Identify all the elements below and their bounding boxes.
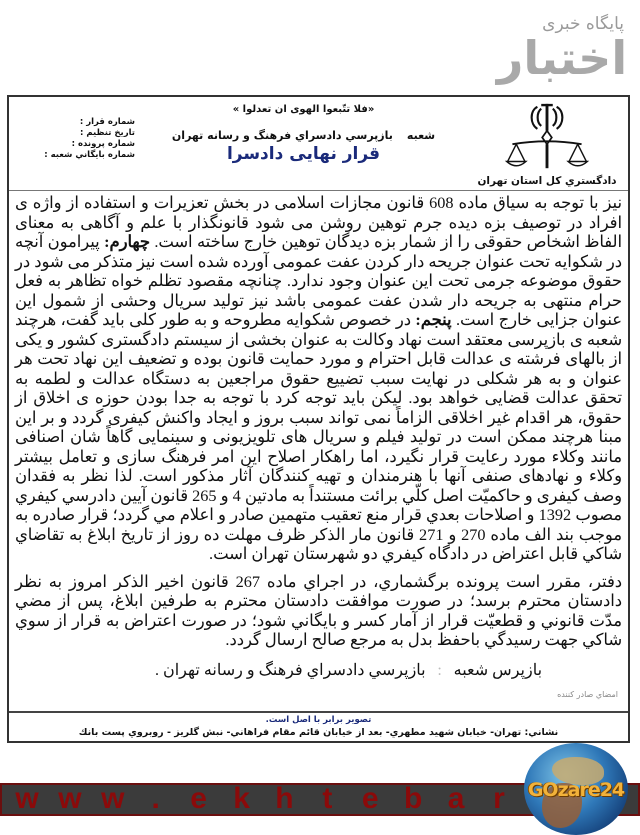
banner-letter: e	[361, 782, 379, 815]
banner-letter: .	[151, 782, 160, 815]
branch-name: بازپرسي دادسراي فرهنگ و رسانه تهران	[171, 129, 393, 142]
copy-certification: تصوير برابر با اصل است.	[265, 714, 372, 725]
header-emblem-block	[472, 101, 622, 187]
document-title: قرار نهایی دادسرا	[226, 144, 381, 164]
signature-role: بازپرس شعبه	[453, 661, 543, 679]
paragraph-ruling	[15, 193, 622, 564]
court-decision-document	[7, 95, 630, 743]
ruling-text-2: پیرامون آنچه در شکوایه تحت عنوان جریحه دار کردن عفت عمومی آورده شده است نیز متذکر می شود در حقوق موضوعه جرمی تحت این عنوان وجود ندارد. چنانچه مقصود تظلم خواه تظاهر به فعل حرام منتهی به جریحه دار شدن عفت عمومی باشد نیز تولید سریال وحشی از شمول این عنوان جزایی خارج است.	[15, 232, 622, 329]
globe-logo-text: GOzare24	[527, 778, 625, 801]
banner-letter: k	[233, 782, 250, 815]
branch-label: شعبه	[406, 129, 436, 142]
banner-letter: h	[275, 782, 294, 815]
meta-case-number: شماره پرونده :	[71, 139, 135, 149]
signature-line	[9, 660, 628, 680]
document-header	[9, 97, 628, 191]
banner-letter: w	[58, 782, 82, 815]
banner-letter: r	[493, 782, 505, 815]
signer-caption: امضاي صادر كننده	[557, 689, 618, 699]
header-title-block	[143, 101, 464, 187]
court-name: دادگستري كل استان تهران	[477, 175, 617, 187]
banner-letter: w	[101, 782, 125, 815]
banner-letter: w	[15, 782, 39, 815]
paragraph-office-instruction: دفتر، مقرر است پرونده برگشماري، در اجراي ماده 267 قانون اخير الذكر امروز به نظر دادستان محترم برسد؛ در صورت موافقت دادستان محترم به طرفين ابلاغ، پس از مضي مدّت قانوني و قطعيّت قرار از آمار كسر و بايگاني شود؛ در صورت اعتراض به قرار از سوي شاكي جهت رسيدگي باحفظ بدل به مرجع صالح ارسال گردد.	[15, 571, 622, 649]
globe-logo-icon	[524, 743, 628, 835]
meta-issue-date: تاريخ تنظيم :	[80, 128, 135, 138]
document-body	[9, 191, 628, 650]
ruling-text-3: در خصوص شکوایه مطروحه و به طور کلی باید گفت، هرچند شعبه ی بازپرسی معتقد است نهاد وکالت به عنوان بخشی از سیستم دادگستری کشور و یکی از بالهای فرشته ی عدالت قابل احترام و مورد حمایت قانون بوده و تضعیف این نهاد تحت هر عنوان و به هر شکلی در نهایت سبب تضییع حقوق مراجعین به دستگاه عدالت و لطمه به تحقق عدالت قضایی خواهد بود. لیکن باید توجه کرد با توجه به جدا بودن حوزه ی اخلاق از حقوق، هر اقدام غیر اخلاقی الزاماً نمی تواند سبب بروز و ایجاد واکنش کیفری گردد و بر این مبنا هرچند ممکن است در تولید فیلم و سریال های تلویزیونی و سینمایی گاهاً شان اصنافی مانند وکلاء مورد رعایت قرار نگیرد، اما راهکار اصلاح این امر فرهنگ سازی و تعامل بیشتر وکلاء و نهادهای صنفی آنها با هنرمندان و تهیه کنندگان آثار مذکور است. لذا نظر به فقدان وصف کیفری و حاکميّت اصل کلّي برائت مستنداً به مادتين 4 و 265 قانون آيين دادرسي کيفري مصوب 1392 و اصلاحات بعدي قرار منع تعقيب متهمين صادر و اعلام مي گردد؛ قرار صادره به موجب بند الف ماده 270 و 271 قانون مار الذکر ظرف مهلت ده روز از تاريخ ابلاغ به تقاضاي شاکي قابل اعتراض در دادگاه کيفري دو شهرستان تهران است.	[15, 310, 622, 563]
meta-fields	[15, 101, 135, 187]
signature-branch: بازپرسي دادسراي فرهنگ و رسانه تهران .	[154, 661, 426, 679]
ruling-text-1: نیز با توجه به سیاق ماده 608 قانون مجازات اسلامی در بخش تعزیرات و استفاده از واژه ی افراد در توصیف بزه دیده جرم توهین روشن می شود قانونگذار با علم و آگاهی به معنای الفاظ اشخاص حقوقی را از شمار بزه دیدگان توهین خارج ساخته است.	[15, 193, 622, 251]
banner-letter: a	[447, 782, 465, 815]
meta-archive-number: شماره بايگاني شعبه :	[44, 150, 135, 160]
banner-letter: e	[190, 782, 207, 815]
signature-separator: :	[437, 661, 442, 679]
watermark-subtitle: پایگاه خبری	[542, 14, 624, 34]
court-address: نشاني: تهران- خيابان شهيد مطهري- بعد از خيابان قائم مقام فراهاني- نبش گلريز - روبروي پست بانك	[78, 726, 559, 738]
iran-judiciary-emblem-icon	[501, 101, 593, 173]
branch-row	[172, 129, 435, 142]
section-fifth-label: پنجم:	[415, 310, 452, 329]
motto: «فلا تتّبعوا الهوى ان تعدلوا »	[232, 104, 375, 115]
banner-letter: t	[322, 782, 333, 815]
top-area	[0, 0, 640, 95]
bottom-area	[0, 743, 640, 833]
document-footer	[9, 711, 628, 741]
watermark-brand: اختبار	[496, 31, 628, 85]
watermark-logo	[492, 14, 632, 85]
section-fourth-label: چهارم:	[104, 232, 150, 251]
meta-decision-number: شماره قرار :	[79, 117, 135, 127]
banner-letter: b	[403, 782, 423, 815]
